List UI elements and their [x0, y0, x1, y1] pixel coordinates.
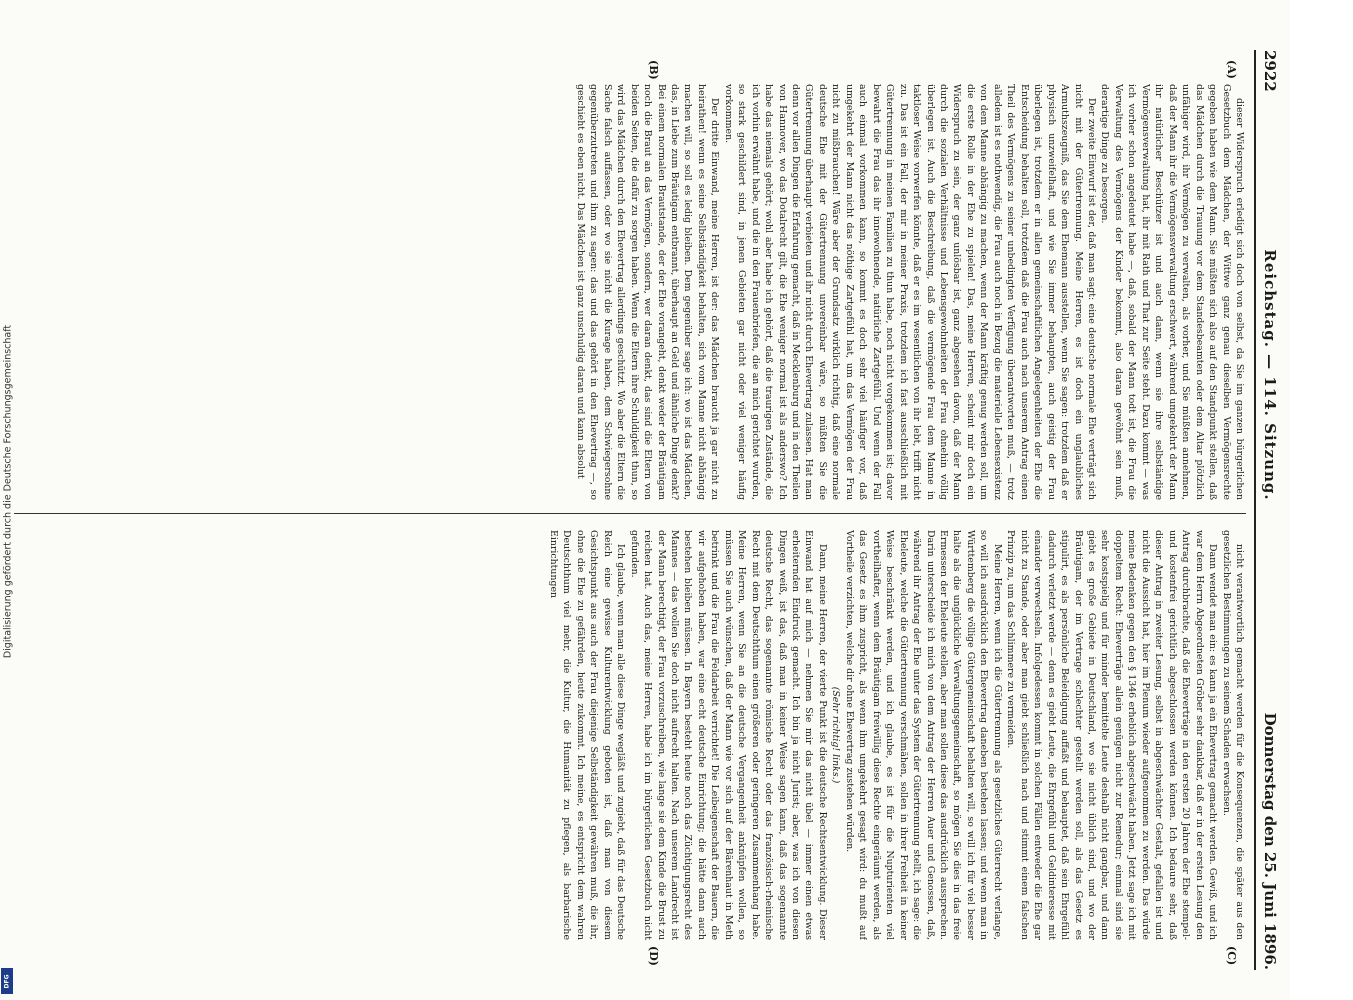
session-date: Donnerstag den 25. Juni 1896.	[1261, 712, 1279, 970]
right-column	[14, 530, 1246, 940]
paragraph: Der dritte Einwand, meine Herren, ist der: das Mädchen braucht ja gar nicht zu heirathen! wenn es seine Selbständigkeit behalten, sich vom Manne nicht abhängig machen will, so soll es ledig bleiben. Dem gegenüber sage ich: wo ist das Mädchen, das, in Liebe zum Bräutigam entbrannt, überhaupt an Geld und ähnliche Dinge denkt? Bei einem normalen Brautstande, der der Ehe vorangeht, denkt weder der Bräutigam noch die Braut an das Vermögen, sondern, wer daran denkt, das sind die Eltern von beiden Seiten, die dafür zu sorgen haben. Wenn die Eltern ihre Schuldigkeit thun, so wird das Mädchen durch den Ehevertrag allerdings geschützt. Wo aber die Eltern die Sache falsch auffassen, oder wo sie nicht die Kurage haben, dem Schwiegersohne gegenüberzutreten und ihm zu sagen: das und das gehört in den Ehevertrag —, so geschieht es eben nicht. Das Mädchen ist ganz unschuldig daran und kann absolut	[574, 84, 721, 500]
dfg-logo	[1, 968, 13, 994]
margin-marker-a: (A)	[1225, 60, 1238, 79]
left-column	[14, 84, 1246, 500]
margin-marker-d: (D)	[647, 946, 660, 966]
paragraph: Dann wendet man ein: es kann ja ein Ehevertrag gemacht werden. Gewiß, und ich war dem Herrn Abgeordneten Gröber sehr dankbar, daß er in der ersten Lesung den Antrag durchbrachte, daß die Eheverträge in den ersten 20 Jahren der Ehe stempel- und kostenfrei gerichtlich abgeschlossen werden können. Ich bedaure sehr, daß dieser Antrag in zweiter Lesung, selbst in abgeschwächter Gestalt, gefallen ist und nicht die Aussicht hat, hier im Plenum wieder aufgenommen zu werden. Das würde meine Bedenken gegen den § 1346 erheblich abgeschwächt haben. Jetzt sage ich mit doppeltem Recht: Eheverträge allein genügen nicht zur Remedur; einmal sind sie sehr kostspielig und für minder bemittelte Leute deshalb nicht gangbar, und dann giebt es große Gebiete in Deutschland, wo sie nicht üblich sind, und wo der Bräutigam, der im Vertrage schlechter gestellt werden soll, als das Gesetz es stipulirt, es als persönliche Beleidigung auffaßt und behauptet, daß sein Ehrgefühl dadurch verletzt werde — denn es giebt Leute, die Ehrgefühl und Geldinteresse mit einander verwechseln. Infolgedessen kommt in solchen Fällen entweder die Ehe gar nicht zu Stande, oder aber man giebt schließlich nach und stimmt einem falschen Prinzip zu, um das Schlimmere zu vermeiden.	[1005, 530, 1219, 940]
page-header	[1254, 50, 1284, 970]
paragraph: Dann, meine Herren, der vierte Punkt ist die deutsche Rechtsentwicklung. Dieser Einwand hat auf mich — nehmen Sie mir das nicht übel — immer einen etwas erheiternden Eindruck gemacht. Ich bin ja nicht Jurist; aber, was ich von diesen Dingen weiß, ist das, daß man in keiner Weise sagen kann, daß das sogenannte deutsche Recht, das sogenannte römische Recht oder das französisch-rheinische Recht mit dem Deutschthum einen größeren oder geringeren Zusammenhang habe. Meine Herren, wenn Sie an die deutsche Vergangenheit anknüpfen wollen, so müssen Sie auch wünschen, daß der Mann wie vor sich auf der Bärenhaut in Meth betrinkt und die Frau die Feldarbeit verrichtet! Die Leibeigenschaft der Bauern, die wir aufgehoben haben, war eine echt deutsche Einrichtung; die hätte dann auch bestehen bleiben müssen. In Bayern besteht heute noch das Züchtigungsrecht des Mannes — das wollen Sie doch nicht aufrecht halten. Nach unserem Landrecht ist der Mann berechtigt, der Frau vorzuschreiben, wie lange sie dem Kinde die Brust zu reichen hat. Auch das, meine Herren, habe ich im bürgerlichen Gesetzbuch nicht gefunden.	[628, 530, 828, 940]
paragraph: dieser Widerspruch erledigt sich doch von selbst, da Sie im ganzen bürgerlichen Gesetzbuch dem Mädchen, der Wittwe ganz genau dieselben Vermögensrechte gegeben haben wie dem Mann. Sie müßten sich also auf den Standpunkt stellen, daß das Mädchen durch die Trauung vor dem Standesbeamten oder dem Altar plötzlich unfähiger wird, ihr Vermögen zu verwalten, als vorher, und Sie müßten annehmen, daß der Mann ihr die Vermögensverwaltung erschwert, während umgekehrt der Mann ihr natürlicher Beschützer ist und auch dann, wenn sie ihre selbständige Vermögensverwaltung hat, ihr mit Rath und That zur Seite steht. Dazu kommt — was ich vorher schon angedeutet habe —, daß, sobald der Mann todt ist, die Frau die Verwaltung des Vermögens der Kinder bekommt, also daran gewöhnt sein muß, derartige Dinge zu besorgen.	[1099, 84, 1245, 500]
paragraph: Meine Herren, wenn ich die Gütertrennung als gesetzliches Güterrecht verlange, so will ich ausdrücklich den Ehevertrag daneben bestehen lassen; und wenn man in Württemberg die völlige Gütergemeinschaft behalten will, so will ich für viel besser halte als die unglückliche Verwaltungsgemeinschaft, so mögen Sie dies in das freie Ermessen der Eheleute stellen, aber man sollen diese das ausdrücklich aussprechen. Darin unterscheide ich mich von dem Antrag der Herren Auer und Genossen, daß, während ihr Antrag der Ehe unter das System der Gütertrennung stellt, ich sage: die Eheleute, welche die Gütertrennung verschmähen, sollen in ihrer Freiheit in keiner Weise beschränkt werden, und ich glaube, es ist für die Nupturienten viel vortheilhafter, wenn dem Bräutigam freiwillig diese Rechte eingeräumt werden, als das Gesetz es ihm zuspricht, als wenn ihm umgekehrt gesagt wird: du mußt auf Vortheile verzichten, welche dir ohne Ehevertrag zustehen würden.	[843, 530, 1003, 940]
footer-strip	[0, 0, 14, 1000]
paragraph: nicht verantwortlich gemacht werden für die Konsequenzen, die später aus den gesetzlichen Bestimmungen zu seinem Schaden erwachsen.	[1220, 530, 1245, 940]
session-title: Reichstag. — 114. Sitzung.	[1261, 249, 1279, 501]
paragraph: (Sehr richtig! links.)	[830, 686, 842, 784]
margin-marker-c: (C)	[1225, 946, 1238, 966]
column-divider	[14, 513, 1246, 514]
margin-marker-b: (B)	[647, 60, 660, 80]
digitization-credit: Digitalisierung gefördert durch die Deutsche Forschungsgemeinschaft	[2, 324, 14, 659]
dfg-logo-text: DFG	[3, 973, 11, 989]
paragraph: Der zweite Einwurf ist der, daß man sagt: eine deutsche normale Ehe verträgt sich nicht mit der Gütertrennung. Meine Herren, es ist doch ein unglaubliches Armuthszeugniß, das Sie dem Ehemann ausstellen, wenn Sie sagen: trotzdem daß er physisch unzweifelhaft, und wie Sie immer behaupten, auch geistig der Frau überlegen ist, trotzdem er in allen gemeinschaftlichen Angelegenheiten der Ehe die Entscheidung behalten soll, trotzdem daß die Frau auch nach unserem Antrag einen Theil des Vermögens zu seiner unbedingten Verfügung überantworten muß, — trotz alledem ist es nothwendig, die Frau auch noch in Bezug die materielle Lebensexistenz von dem Manne abhängig zu machen, wenn der Mann kräftig genug werden soll, um die erste Rolle in der Ehe zu spielen! Das, meine Herren, scheint mir doch ein Widerspruch zu sein, der ganz unlösbar ist, ganz abgesehen davon, daß der Mann durch die sozialen Verhältnisse und Lebensgewohnheiten der Frau ohnehin völlig überlegen ist. Auch die Beschreibung, daß die vermögende Frau dem Manne in taktloser Weise vorwerfen könnte, daß er es im wesentlichen von ihr lebt, trifft nicht zu. Das ist ein Fall, der mir in meiner Praxis, trotzdem ich fast ausschließlich mit Gütertrennung in meinen Familien zu thun habe, noch nicht vorgekommen ist; davor bewahrt die Frau das ihr innewohnende, natürliche Zartgefühl. Und wenn der Fall auch einmal vorkommen kann, so kommt es doch sehr viel häufiger vor, daß umgekehrt der Mann nicht das nöthige Zartgefühl hat, um das Vermögen der Frau nicht zu mißbrauchen! Wäre aber der Grundsatz wirklich richtig, daß eine normale deutsche Ehe mit der Gütertrennung unvereinbar wäre, so müßten Sie die Gütertrennung überhaupt verbieten und ihr nicht durch Ehevertrag zulassen. Hat man denn vor allen Dingen die Erfahrung gemacht, daß in Mecklenburg und in den Theilen von Hannover, wo das Dotalrecht gilt, die Ehe weniger normal ist als anderswo? Ich habe das niemals gehört; wohl aber habe ich gehört, daß die traurigen Zustände, die ich vorhin erwähnt habe, und die in den Frauenbriefen, die an mich gerichtet wurden, so stark geschildert sind, in jenen Gebieten gar nicht oder viel weniger häufig vorkommen.	[722, 84, 1098, 500]
paragraph: Ich glaube, wenn man alle diese Dinge wegläßt und zugiebt, daß für das Deutsche Reich eine gewisse Kulturentwicklung geboten ist, daß man von diesem Gesichtspunkt aus auch der Frau diejenige Selbständigkeit gewähren muß, die ihr, ohne die Ehe zu gefährden, heute zukommt. Ich meine, es entspricht dem wahren Deutschthum viel mehr, die Kultur, die Humanität zu pflegen, als barbarische Einrichtungen	[547, 530, 627, 940]
page-number: 2922	[1261, 50, 1279, 92]
